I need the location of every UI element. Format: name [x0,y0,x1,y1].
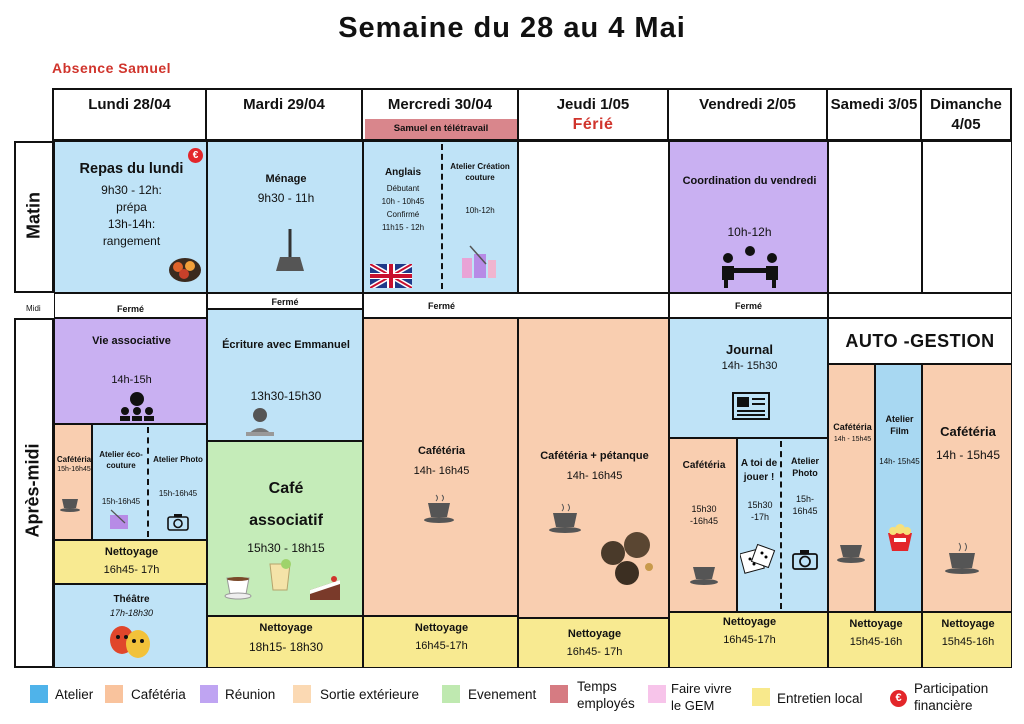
row-apres-midi [14,318,54,668]
event-journal [669,318,828,438]
event-time: 14h-15h [111,374,152,386]
event-ateliers-lundi [92,424,207,540]
event-title: Nettoyage [567,628,622,640]
ferie-label: Férié [572,116,614,133]
event-vie-associative [54,318,207,424]
legend-label: Temps employés [577,679,635,711]
event-title: Atelier Film [885,414,914,437]
event-time: 15h-16h45 [158,489,198,498]
meeting-icon [718,244,782,288]
event-time: 14h- 15h45 [879,457,920,466]
event-time: 16h45- 17h [566,646,623,658]
legend-label: Faire vivre le GEM [671,681,732,713]
event-time: 15h45-16h [849,636,903,648]
event-title: Atelier Photo [153,455,203,464]
event-time: prépa [116,200,147,214]
row-label-apres-midi: Après-midi [22,443,43,538]
event-title: Café [268,480,304,497]
event-title: Coordination du vendredi [682,175,817,187]
day-label: Jeudi 1/05 [556,96,630,113]
header-jeudi [517,88,669,141]
event-vendredi-ateliers [737,438,828,612]
newspaper-icon [730,391,772,421]
legend-swatch-temps-employes [550,685,568,703]
uk-flag-icon [370,264,412,288]
event-title: A toi de jouer ! [740,458,778,483]
auto-gestion-banner: AUTO -GESTION [828,318,1012,364]
event-time: 10h - 10h45 [381,197,425,206]
event-title: Cafétéria [833,422,872,432]
event-title: Cafétéria + pétanque [540,450,649,462]
midi-mer-jeu [363,293,669,318]
day-label: Mardi 29/04 [243,96,325,113]
event-title: Atelier éco-couture [99,450,143,470]
midi-lundi: Fermé [54,293,207,318]
event-title: Nettoyage [414,622,469,634]
event-nettoyage-lundi [54,540,207,584]
event-time: 15h30 -17h [747,500,773,523]
event-title: Nettoyage [941,618,995,630]
popcorn-icon [884,523,916,553]
juice-icon [266,558,294,592]
food-icon [167,252,203,284]
event-title: Écriture avec Emmanuel [222,339,350,351]
event-cafeteria-mercredi [363,318,518,616]
event-time: 15h-16h45 [57,466,91,473]
event-atelier-film [875,364,922,612]
legend-swatch-entretien [752,688,770,706]
event-time: rangement [102,234,161,248]
event-title: Cafétéria [682,460,726,471]
legend-label: Réunion [225,687,276,702]
event-time: 9h30 - 11h [257,191,315,205]
event-time: 9h30 - 12h: [101,183,162,197]
divider [441,144,443,289]
legend-swatch-cafeteria [105,685,123,703]
legend-label: Entretien local [777,691,863,706]
coffee-icon [943,541,985,577]
event-title: Repas du lundi [79,161,184,177]
coffee-icon [835,535,869,565]
group-icon [117,391,157,421]
row-matin [14,141,54,293]
header-lundi [52,88,207,141]
header-vendredi [667,88,828,141]
event-time: 15h30 - 18h15 [247,541,325,555]
legend-label: Participation financière [914,681,989,713]
legend-swatch-sortie [293,685,311,703]
event-title: Journal [726,342,773,357]
event-title: Atelier Création couture [450,162,510,182]
event-title: Nettoyage [849,618,903,630]
day-label: Vendredi 2/05 [699,96,796,113]
coffee-icon [59,493,83,513]
event-nettoyage-vendredi [669,612,828,668]
event-ecriture [207,309,363,441]
event-cafeteria-dimanche [922,364,1012,612]
event-time: 15h30 -16h45 [689,504,719,527]
day-label: Samedi 3/05 [830,96,918,113]
event-menage [207,141,363,293]
event-title: Ménage [265,173,307,185]
event-time: 13h30-15h30 [250,389,322,403]
event-time: 17h-18h30 [109,608,154,618]
row-label-matin: Matin [23,192,44,239]
event-title: Nettoyage [259,622,313,634]
event-title: Nettoyage [104,546,159,558]
day-label: Dimanche 4/05 [930,96,1002,133]
event-time: 15h45-16h [941,636,995,648]
event-detail: Débutant [386,184,420,193]
event-nettoyage-jeudi [518,618,669,668]
event-title: Atelier Photo [790,456,819,479]
day-label: Mercredi 30/04 [387,96,493,113]
event-time: 11h15 - 12h [381,223,425,232]
absence-note: Absence Samuel [52,60,172,76]
coffee-icon [422,493,458,525]
legend-swatch-reunion [200,685,218,703]
event-time: 10h-12h [465,206,495,215]
event-time: 16h45-17h [723,634,776,646]
event-title: Cafétéria [56,455,92,464]
page-title: Semaine du 28 au 4 Mai [338,12,686,44]
event-time: 16h45- 17h [103,564,160,576]
event-title: Cafétéria [940,424,996,439]
divider [147,427,149,537]
event-title: Vie associative [92,335,171,347]
event-nettoyage-mercredi [363,616,518,668]
event-repas-lundi [54,141,207,293]
broom-icon [270,227,310,273]
event-nettoyage-samedi [828,612,922,668]
writer-icon [244,406,276,438]
event-time: 14h - 15h45 [833,436,872,443]
midi-weekend [828,293,1012,318]
legend-label: Evenement [468,687,537,702]
empty-slot [828,141,922,293]
coffee-cup-icon [224,570,258,600]
event-time: 18h15- 18h30 [248,640,324,654]
event-cafeteria-samedi [828,364,875,612]
header-samedi [826,88,922,141]
event-detail: Confirmé [386,210,420,219]
event-cafeteria-vendredi [669,438,737,612]
event-cafeteria-petanque [518,318,669,618]
euro-icon: € [890,690,907,707]
dice-icon [740,543,776,579]
event-cafe-associatif [207,441,363,616]
divider [780,441,782,609]
cake-icon [308,572,342,604]
event-time: 14h- 16h45 [566,470,623,482]
row-label-midi: Midi [26,304,41,313]
petanque-icon [599,527,661,589]
event-time: 15h-16h45 [101,497,141,506]
midi-vendredi: Fermé [669,293,828,318]
legend-label: Cafétéria [131,687,186,702]
legend-label: Sortie extérieure [320,687,420,702]
teletravail-note: Samuel en télétravail [365,119,517,139]
euro-icon: € [188,148,203,163]
legend-swatch-evenement [442,685,460,703]
sewing-icon [107,509,131,531]
event-title: Cafétéria [417,445,466,457]
event-title: Nettoyage [722,616,777,628]
event-title: Théâtre [113,594,150,605]
event-coordination [669,141,828,293]
header-dimanche [920,88,1012,141]
event-cafeteria-lundi [54,424,92,540]
camera-icon [792,549,818,571]
event-time: 10h-12h [727,225,772,239]
event-theatre [54,584,207,668]
event-time: 16h45-17h [415,640,468,652]
event-time: 15h- 16h45 [792,494,818,517]
event-nettoyage-dimanche [922,612,1012,668]
empty-slot [518,141,669,293]
event-title: associatif [249,512,323,529]
coffee-icon [688,557,722,587]
midi-mardi: Fermé [207,293,363,309]
ferme-label: Fermé [427,301,455,311]
event-time: 14h- 16h45 [413,465,470,477]
coffee-icon [547,501,587,535]
event-time: 14h- 15h30 [721,360,778,372]
event-time: 13h-14h: [107,217,156,231]
legend-swatch-atelier [30,685,48,703]
event-time: 14h - 15h45 [935,448,1001,462]
header-mardi [205,88,363,141]
empty-slot [922,141,1012,293]
event-mercredi-matin [363,141,518,293]
day-label: Lundi 28/04 [88,96,171,113]
event-title: Anglais [384,167,422,178]
camera-icon [167,513,189,531]
legend-label: Atelier [55,687,94,702]
sewing-icon [460,244,498,280]
event-nettoyage-mardi [207,616,363,668]
theatre-masks-icon [107,623,153,661]
legend-swatch-gem [648,685,666,703]
